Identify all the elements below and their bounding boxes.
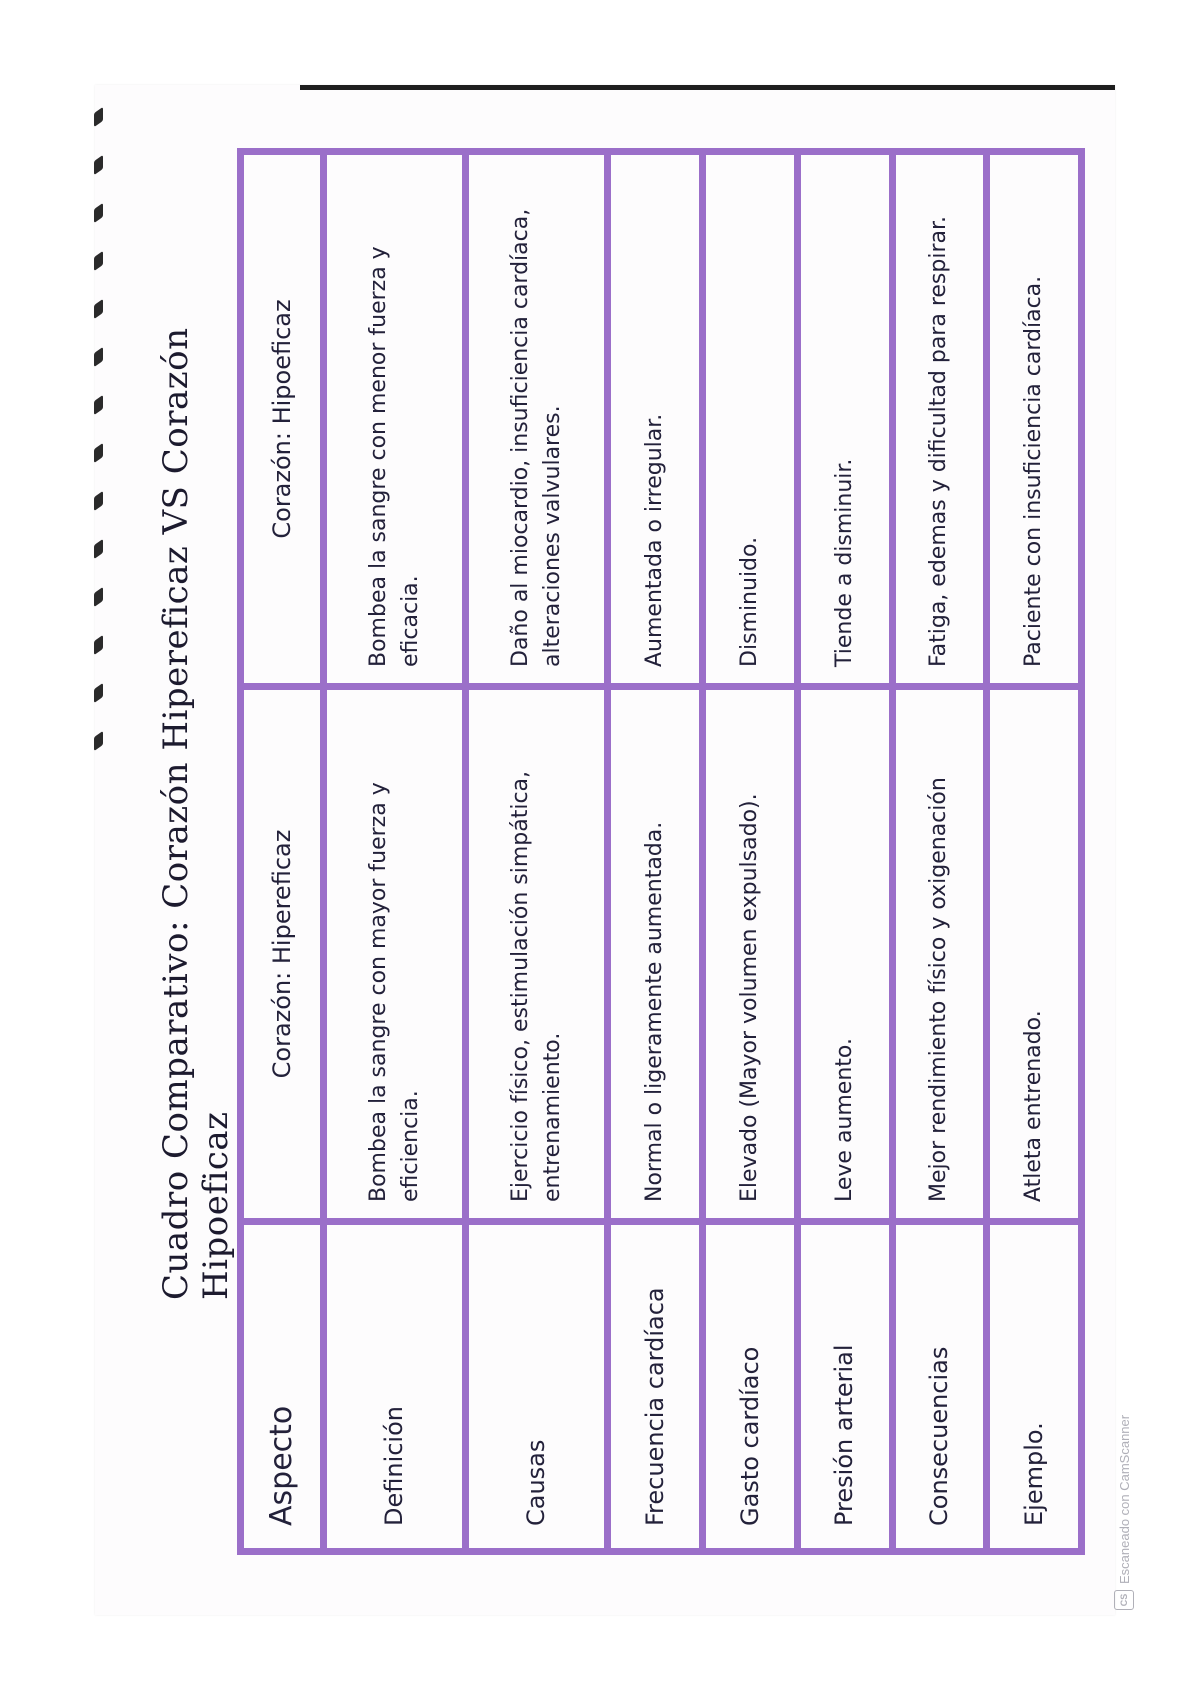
table-row xyxy=(892,152,987,1552)
watermark-text: Escaneado con CamScanner xyxy=(1116,1414,1132,1584)
column-header-hipoeficaz: Corazón: Hipoeficaz xyxy=(241,152,324,687)
table-row xyxy=(797,152,892,1552)
table-row xyxy=(466,152,608,1552)
row-hipoeficaz-value: Bombea la sangre con menor fuerza y eficacia. xyxy=(324,152,466,687)
comparison-sheet xyxy=(155,155,1085,1555)
rotated-content xyxy=(155,155,1085,1555)
row-hipereficaz-value: Bombea la sangre con mayor fuerza y eficiencia. xyxy=(324,687,466,1222)
row-hipoeficaz-value: Paciente con insuficiencia cardíaca. xyxy=(987,152,1082,687)
row-aspect: Consecuencias xyxy=(892,1222,987,1552)
table-row xyxy=(324,152,466,1552)
column-header-aspect: Aspecto xyxy=(241,1222,324,1552)
table-row xyxy=(987,152,1082,1552)
row-aspect: Presión arterial xyxy=(797,1222,892,1552)
row-hipoeficaz-value: Aumentada o irregular. xyxy=(608,152,703,687)
row-aspect: Frecuencia cardíaca xyxy=(608,1222,703,1552)
comparison-table xyxy=(237,148,1085,1555)
row-hipereficaz-value: Atleta entrenado. xyxy=(987,687,1082,1222)
row-hipoeficaz-value: Disminuido. xyxy=(703,152,798,687)
table-header-row xyxy=(241,152,324,1552)
scan-edge-strip xyxy=(300,85,1115,90)
camscanner-logo-icon: CS xyxy=(1114,1590,1134,1610)
row-aspect: Ejemplo. xyxy=(987,1222,1082,1552)
row-hipereficaz-value: Ejercicio físico, estimulación simpática, entrenamiento. xyxy=(466,687,608,1222)
row-hipoeficaz-value: Tiende a disminuir. xyxy=(797,152,892,687)
row-hipoeficaz-value: Fatiga, edemas y dificultad para respirar. xyxy=(892,152,987,687)
column-header-hipereficaz: Corazón: Hipereficaz xyxy=(241,687,324,1222)
row-aspect: Definición xyxy=(324,1222,466,1552)
row-hipereficaz-value: Normal o ligeramente aumentada. xyxy=(608,687,703,1222)
document-title: Cuadro Comparativo: Corazón Hipereficaz VS Corazón Hipoeficaz xyxy=(156,327,236,1300)
table-row xyxy=(703,152,798,1552)
row-aspect: Causas xyxy=(466,1222,608,1552)
row-hipereficaz-value: Elevado (Mayor volumen expulsado). xyxy=(703,687,798,1222)
row-hipoeficaz-value: Daño al miocardio, insuficiencia cardíaca, alteraciones valvulares. xyxy=(466,152,608,687)
row-aspect: Gasto cardíaco xyxy=(703,1222,798,1552)
table-row xyxy=(608,152,703,1552)
camscanner-watermark xyxy=(1112,1414,1152,1670)
row-hipereficaz-value: Leve aumento. xyxy=(797,687,892,1222)
notebook-binding-marks xyxy=(92,110,112,770)
row-hipereficaz-value: Mejor rendimiento físico y oxigenación xyxy=(892,687,987,1222)
